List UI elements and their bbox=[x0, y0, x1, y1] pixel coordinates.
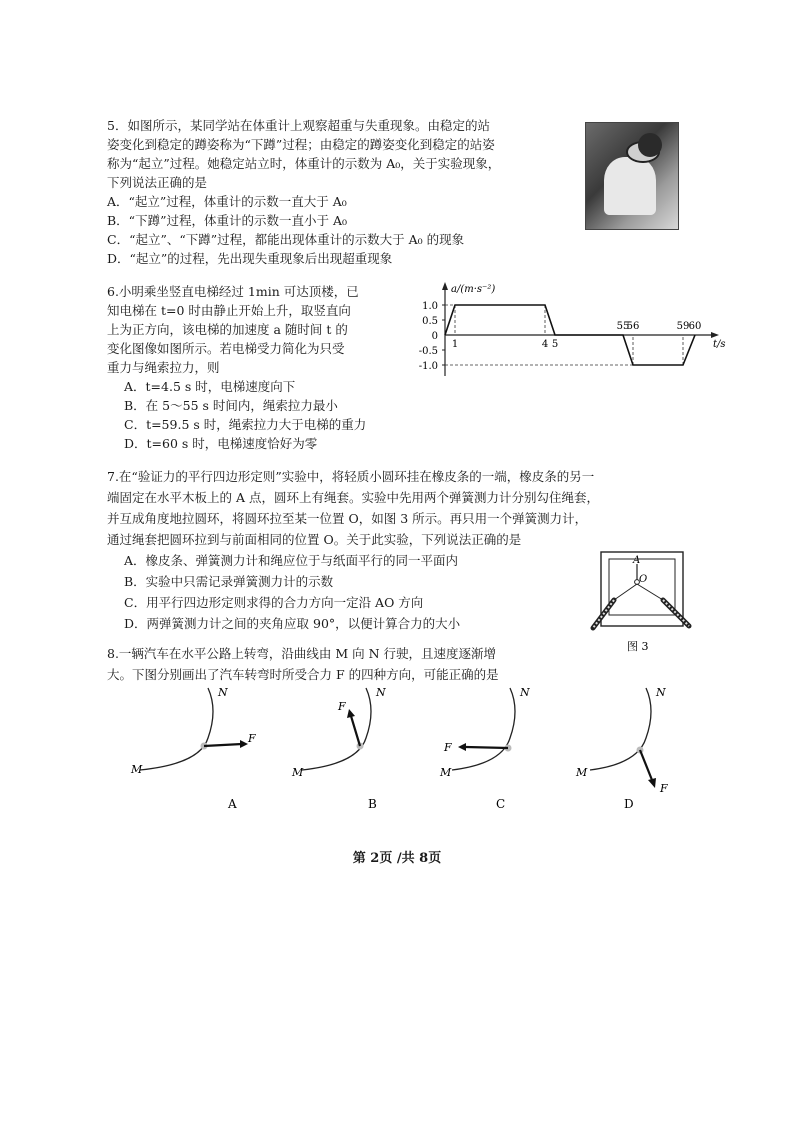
label-f: F bbox=[444, 741, 452, 754]
q8-stem-line: 大。下图分别画出了汽车转弯时所受合力 F 的四种方向，可能正确的是 bbox=[107, 667, 499, 682]
q5-option-d: D．“起立”的过程，先出现失重现象后出现超重现象 bbox=[107, 251, 393, 266]
y-axis-label: a/(m·s⁻²) bbox=[451, 284, 496, 295]
x-axis-label: t/s bbox=[713, 339, 726, 350]
figure-3-caption: 图 3 bbox=[627, 640, 649, 653]
x-tick-label: 4 bbox=[541, 339, 549, 350]
x-tick-label: 60 bbox=[688, 321, 702, 332]
label-m: M bbox=[292, 766, 304, 779]
label-n: N bbox=[520, 686, 530, 699]
q8-figure-b bbox=[288, 684, 428, 812]
x-tick-label: 56 bbox=[626, 321, 640, 332]
q7-option-b: B．实验中只需记录弹簧测力计的示数 bbox=[124, 574, 334, 589]
y-tick-label: -1.0 bbox=[418, 361, 438, 372]
y-tick-label: -0.5 bbox=[418, 346, 438, 357]
option-label-a: A bbox=[228, 797, 237, 811]
q5-stem-line: 下列说法正确的是 bbox=[107, 175, 208, 190]
x-tick-label: 5 bbox=[551, 339, 559, 350]
label-n: N bbox=[376, 686, 386, 699]
label-m: M bbox=[131, 763, 143, 776]
figure-3-diagram bbox=[585, 548, 703, 656]
label-f: F bbox=[338, 700, 346, 713]
q5-stem-line: 称为“起立”过程。她稳定站立时，体重计的示数为 A₀，关于实验现象， bbox=[107, 156, 501, 171]
x-tick-label: 1 bbox=[451, 339, 459, 350]
point-a-label: A bbox=[633, 555, 641, 566]
y-tick-label: 1.0 bbox=[422, 301, 438, 312]
q5-option-c: C．“起立”、“下蹲”过程，都能出现体重计的示数大于 A₀ 的现象 bbox=[107, 232, 465, 247]
option-label-b: B bbox=[368, 797, 377, 811]
q6-option-d: D．t=60 s 时，电梯速度恰好为零 bbox=[124, 436, 318, 451]
q6-option-a: A．t=4.5 s 时，电梯速度向下 bbox=[124, 379, 296, 394]
scale-photo bbox=[585, 122, 679, 230]
y-axis-arrow bbox=[442, 282, 448, 290]
q6-stem-line: 变化图像如图所示。若电梯受力简化为只受 bbox=[107, 341, 345, 356]
q7-stem-line: 端固定在水平木板上的 A 点，圆环上有绳套。实验中先用两个弹簧测力计分别勾住绳套， bbox=[107, 490, 599, 505]
label-m: M bbox=[440, 766, 452, 779]
label-m: M bbox=[576, 766, 588, 779]
q8-figure-a bbox=[130, 684, 270, 812]
q5-stem-line: 姿变化到稳定的蹲姿称为“下蹲”过程；由稳定的蹲姿变化到稳定的站姿 bbox=[107, 137, 495, 152]
y-tick-label: 0.5 bbox=[422, 316, 438, 327]
q7-option-a: A．橡皮条、弹簧测力计和绳应位于与纸面平行的同一平面内 bbox=[124, 553, 459, 568]
label-n: N bbox=[656, 686, 666, 699]
q7-option-c: C．用平行四边形定则求得的合力方向一定沿 AO 方向 bbox=[124, 595, 424, 610]
label-f: F bbox=[660, 782, 668, 795]
q7-stem-line: 并互成角度地拉圆环，将圆环拉至某一位置 O，如图 3 所示。再只用一个弹簧测力计， bbox=[107, 511, 588, 526]
q6-stem-line: 重力与绳索拉力，则 bbox=[107, 360, 220, 375]
q7-stem-line: 通过绳套把圆环拉到与前面相同的位置 O。关于此实验，下列说法正确的是 bbox=[107, 532, 522, 547]
y-tick-label: 0 bbox=[431, 331, 438, 342]
q6-stem-line: 知电梯在 t=0 时由静止开始上升，取竖直向 bbox=[107, 303, 351, 318]
q7-stem-line: 7.在“验证力的平行四边形定则”实验中，将轻质小圆环挂在橡皮条的一端，橡皮条的另一 bbox=[107, 469, 595, 484]
page-footer: 第 2页 /共 8页 bbox=[352, 851, 442, 866]
q8-stem-line: 8.一辆汽车在水平公路上转弯，沿曲线由 M 向 N 行驶，且速度逐渐增 bbox=[107, 646, 497, 661]
q6-option-c: C．t=59.5 s 时，绳索拉力大于电梯的重力 bbox=[124, 417, 367, 432]
q8-figure-c bbox=[436, 684, 576, 812]
point-o-label: O bbox=[639, 574, 648, 585]
option-label-d: D bbox=[624, 797, 634, 811]
q5-option-b: B．“下蹲”过程，体重计的示数一直小于 A₀ bbox=[107, 213, 347, 228]
q5-stem-line: 5．如图所示，某同学站在体重计上观察超重与失重现象。由稳定的站 bbox=[107, 118, 490, 133]
q6-option-b: B．在 5～55 s 时间内，绳索拉力最小 bbox=[124, 398, 338, 413]
q6-stem-line: 上为正方向，该电梯的加速度 a 随时间 t 的 bbox=[107, 322, 348, 337]
x-axis-arrow bbox=[711, 332, 719, 338]
option-label-c: C bbox=[496, 797, 506, 811]
q8-figure-d bbox=[570, 684, 710, 812]
x-tick-label: 55 bbox=[616, 321, 630, 332]
label-f: F bbox=[248, 732, 256, 745]
q7-option-d: D．两弹簧测力计之间的夹角应取 90°，以便计算合力的大小 bbox=[124, 616, 461, 631]
x-tick-label: 59 bbox=[676, 321, 690, 332]
q5-option-a: A．“起立”过程，体重计的示数一直大于 A₀ bbox=[107, 194, 347, 209]
acceleration-time-chart bbox=[405, 280, 726, 380]
label-n: N bbox=[218, 686, 228, 699]
q6-stem-line: 6.小明乘坐竖直电梯经过 1min 可达顶楼，已 bbox=[107, 284, 359, 299]
